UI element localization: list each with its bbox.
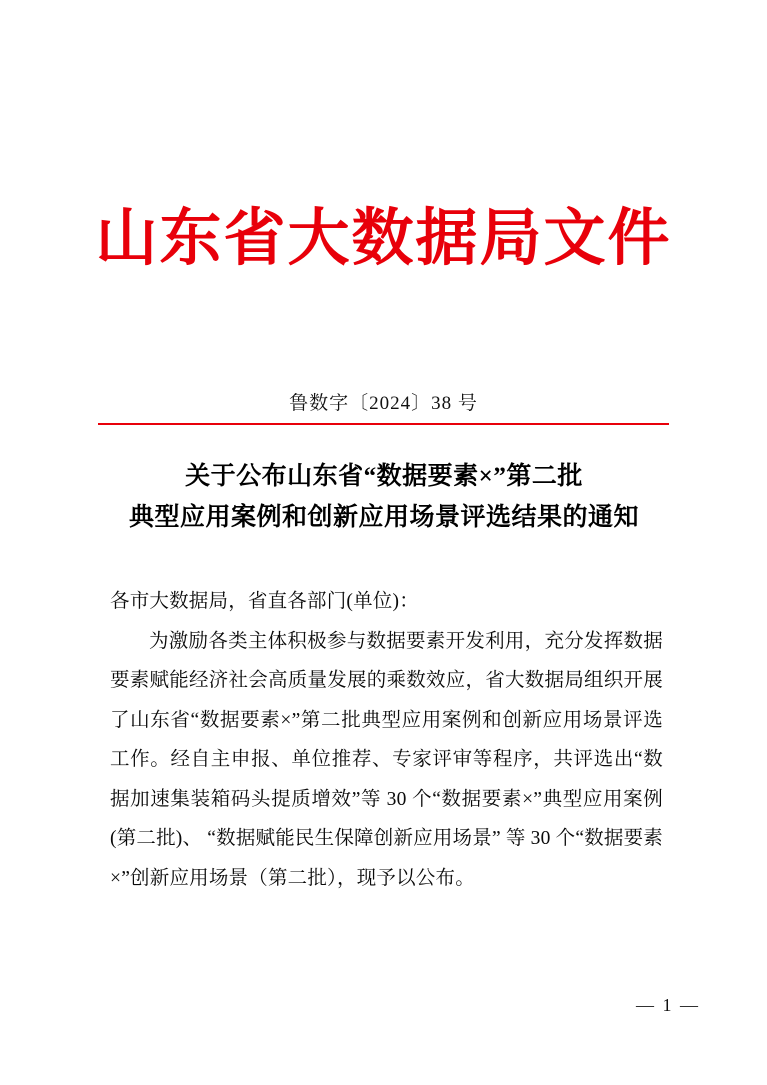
issuing-agency-title: 山东省大数据局文件 xyxy=(95,205,672,273)
document-body xyxy=(110,582,663,899)
page-number: — 1 — xyxy=(636,995,700,1015)
document-number: 鲁数字〔2024〕38 号 xyxy=(289,393,478,414)
page-title-line-1: 关于公布山东省“数据要素×”第二批 xyxy=(185,463,583,490)
page-title-line-2: 典型应用案例和创新应用场景评选结果的通知 xyxy=(128,504,639,532)
red-divider-rule xyxy=(98,423,669,425)
masthead xyxy=(0,205,767,273)
salutation: 各市大数据局，省直各部门(单位)： xyxy=(110,591,419,612)
body-paragraph-1: 为激励各类主体积极参与数据要素开发利用，充分发挥数据要素赋能经济社会高质量发展的乘数效应，省大数据局组织开展了山东省“数据要素×”第二批典型应用案例和创新应用场景评选工作。经自主申报、单位推荐、专家评审等程序，共评选出“数据加速集装箱码头提质增效”等 30 个“数据要素×”典型应用案例 (第二批)、 “数据赋能民生保障创新应用场景” 等 30 个“数据要素×”创新应用场景（第二批），现予以公布。 xyxy=(110,630,663,890)
page-title xyxy=(84,456,684,539)
